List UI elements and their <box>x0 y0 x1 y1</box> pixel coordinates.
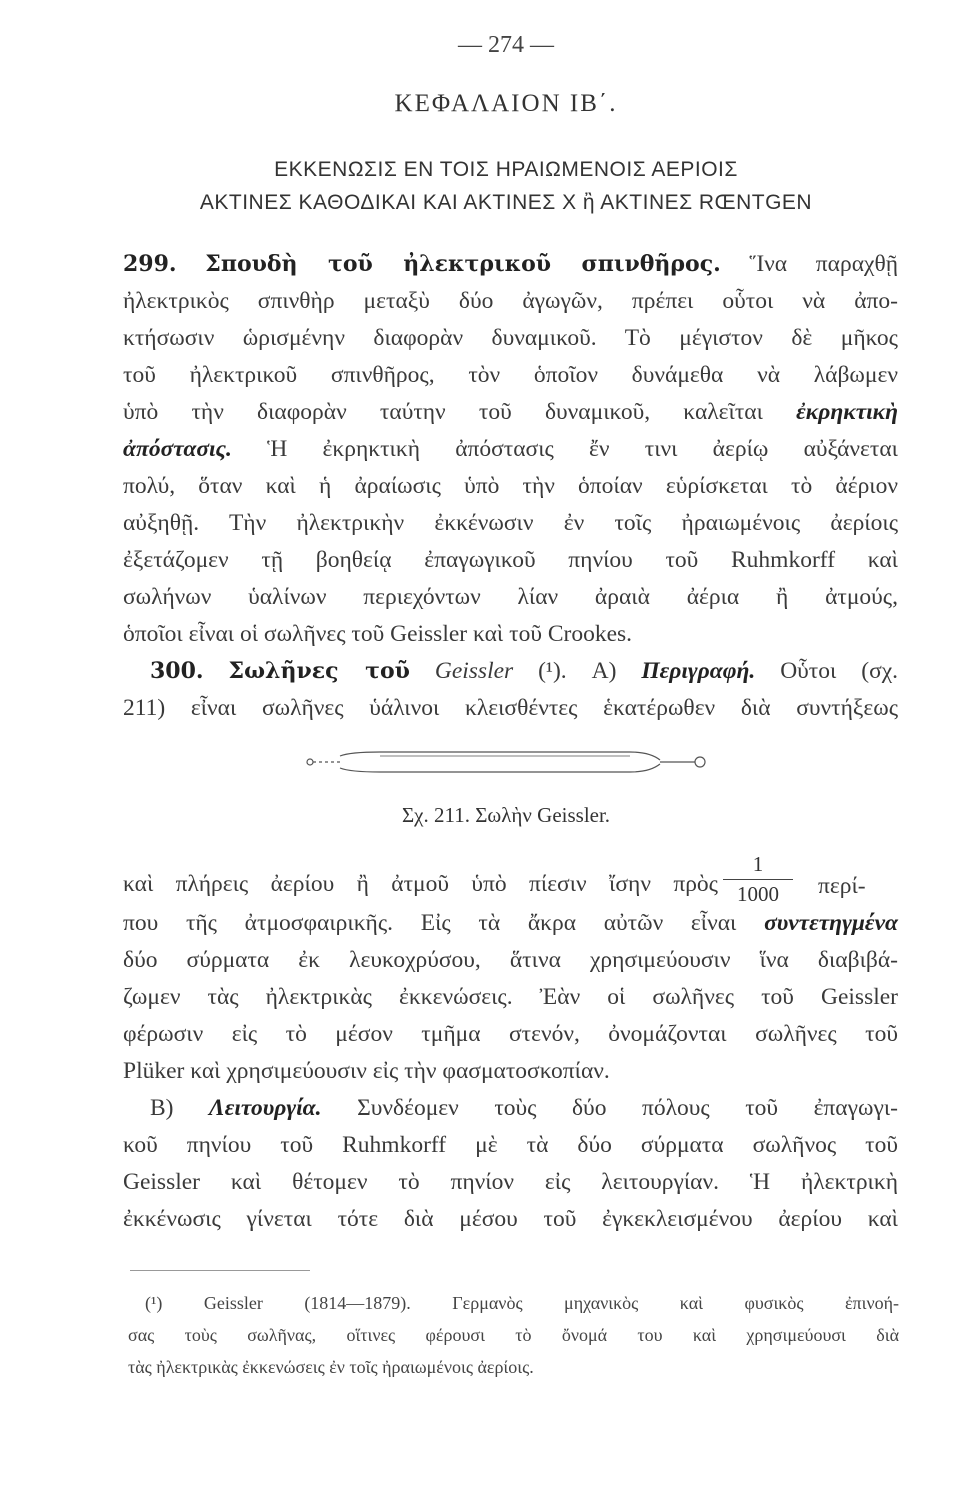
paragraph-line: κτήσωσιν ὡρισμένην διαφορὰν δυναμικοῦ. Τὸ μέγιστον δὲ μῆκος <box>123 325 898 351</box>
subsection-b-line-1-text: Συνδέομεν τοὺς δύο πόλους τοῦ ἐπαγωγι- <box>357 1095 898 1121</box>
fraction-one-thousandth <box>723 852 793 907</box>
section-300-title-name: Geissler <box>434 658 514 684</box>
paragraph-line-end: περί- <box>818 873 866 899</box>
section-299-line-1 <box>123 253 898 277</box>
paragraph-line <box>123 401 898 425</box>
section-299-line-1-text: Ἵνα παραχθῇ <box>749 251 898 277</box>
tube-lower-wall <box>340 764 660 772</box>
figure-caption: Σχ. 211. Σωλὴν Geissler. <box>401 803 611 827</box>
tube-left-terminal <box>307 759 313 765</box>
footnote-line-2: σας τοὺς σωλῆνας, οἵτινες φέρουσι τὸ ὄνομά του καὶ χρησιμεύουσι διὰ <box>128 1325 899 1345</box>
paragraph-line: ὁποῖοι εἶναι οἱ σωλῆνες τοῦ Geissler καὶ τοῦ Crookes. <box>123 621 633 647</box>
paragraph-line: σωλήνων ὑαλίνων περιεχόντων λίαν ἀραιὰ ἀέρια ἢ ἀτμούς, <box>123 584 898 610</box>
paragraph-line: ζωμεν τὰς ἠλεκτρικὰς ἐκκενώσεις. Ἐὰν οἱ σωλῆνες τοῦ Geissler <box>123 984 898 1010</box>
geissler-tube-illustration <box>300 742 720 782</box>
paragraph-line: ἠλεκτρικὸς σπινθὴρ μεταξὺ δύο ἀγωγῶν, πρέπει οὗτοι νὰ ἀπο- <box>123 288 898 314</box>
paragraph-line: φέρωσιν εἰς τὸ μέσον τμῆμα στενόν, ὀνομάζονται σωλῆνες τοῦ <box>123 1021 898 1047</box>
chapter-title: ΚΕΦΑΛΑΙΟΝ ΙΒ΄. <box>394 90 618 117</box>
section-heading-line-1: ΕΚΚΕΝΩΣΙΣ ΕΝ ΤΟΙΣ ΗΡΑΙΩΜΕΝΟΙΣ ΑΕΡΙΟΙΣ <box>274 158 738 181</box>
paragraph-text: που τῆς ἀτμοσφαιρικῆς. Εἰς τὰ ἄκρα αὐτῶν εἶναι <box>123 910 737 936</box>
footnote-line-3: τὰς ἠλεκτρικὰς ἐκκενώσεις ἐν τοῖς ἠραιωμένοις ἀερίοις. <box>128 1357 534 1377</box>
term-distance: ἀπόστασις. <box>123 436 232 462</box>
footnote-divider <box>130 1270 310 1271</box>
paragraph-line <box>123 912 898 936</box>
paragraph-line: δύο σύρματα ἐκ λευκοχρύσου, ἅτινα χρησιμεύουσιν ἵνα διαβιβά- <box>123 947 898 973</box>
paragraph-line: Plüker καὶ χρησιμεύουσιν εἰς τὴν φασματοσκοπίαν. <box>123 1058 610 1084</box>
footnote-reference: (¹). <box>538 658 567 684</box>
section-299-number: 299. <box>123 251 177 277</box>
paragraph-line: ἐκκένωσις γίνεται τότε διὰ μέσου τοῦ ἐγκεκλεισμένου ἀερίου καὶ <box>123 1206 898 1232</box>
paragraph-line-with-fraction: καὶ πλήρεις ἀερίου ἢ ἀτμοῦ ὑπὸ πίεσιν ἴσην πρὸς <box>123 871 718 897</box>
paragraph-line: Geissler καὶ θέτομεν τὸ πηνίον εἰς λειτουργίαν. Ἡ ἠλεκτρικὴ <box>123 1169 898 1195</box>
subsection-b-title: Λειτουργία. <box>209 1095 322 1121</box>
subsection-b-label: Β) <box>150 1095 174 1121</box>
paragraph-line: πολύ, ὅταν καὶ ἡ ἀραίωσις ὑπὸ τὴν ὁποίαν εὑρίσκεται τὸ ἀέριον <box>123 473 898 499</box>
section-heading-line-2: ΑΚΤΙΝΕΣ ΚΑΘΟΔΙΚΑΙ ΚΑΙ ΑΚΤΙΝΕΣ Χ ἢ ΑΚΤΙΝΕΣ RŒNTGEN <box>199 191 813 214</box>
paragraph-line: κοῦ πηνίου τοῦ Ruhmkorff μὲ τὰ δύο σύρματα σωλῆνος τοῦ <box>123 1132 898 1158</box>
section-300-line-1 <box>150 660 898 684</box>
section-300-title: Σωλῆνες τοῦ <box>228 658 410 684</box>
paragraph-line: 211) εἶναι σωλῆνες ὑάλινοι κλεισθέντες ἑκατέρωθεν διὰ συντήξεως <box>123 695 898 721</box>
paragraph-line: αὐξηθῇ. Τὴν ἠλεκτρικὴν ἐκκένωσιν ἐν τοῖς ἠραιωμένοις ἀερίοις <box>123 510 898 536</box>
page-number: — 274 — <box>458 32 554 58</box>
term-explosive: ἐκρηκτικὴ <box>796 399 899 425</box>
paragraph-text: ὑπὸ τὴν διαφορὰν ταύτην τοῦ δυναμικοῦ, καλεῖται <box>123 399 763 425</box>
subsection-a-label: Α) <box>591 658 617 684</box>
term-fused: συντετηγμένα <box>764 910 898 936</box>
subsection-a-title: Περιγραφή. <box>641 658 756 684</box>
subsection-b-line-1 <box>150 1097 898 1121</box>
section-299-title: Σπουδὴ τοῦ ἠλεκτρικοῦ σπινθῆρος. <box>205 251 721 277</box>
fraction-numerator: 1 <box>723 852 793 880</box>
fraction-denominator: 1000 <box>737 882 779 906</box>
paragraph-line: τοῦ ἠλεκτρικοῦ σπινθῆρος, τὸν ὁποῖον δυνάμεθα νὰ λάβωμεν <box>123 362 898 388</box>
section-300-number: 300. <box>150 658 204 684</box>
paragraph-text: Ἡ ἐκρηκτικὴ ἀπόστασις ἔν τινι ἀερίῳ αὐξάνεται <box>267 436 899 462</box>
section-300-line-1-text: Οὗτοι (σχ. <box>780 658 899 684</box>
tube-right-terminal <box>695 757 705 767</box>
paragraph-line <box>123 438 898 462</box>
footnote-line-1: (¹) Geissler (1814—1879). Γερμανὸς μηχανικὸς καὶ φυσικὸς ἐπινοή- <box>145 1293 899 1313</box>
paragraph-line: ἐξετάζομεν τῇ βοηθείᾳ ἐπαγωγικοῦ πηνίου τοῦ Ruhmkorff καὶ <box>123 547 898 573</box>
